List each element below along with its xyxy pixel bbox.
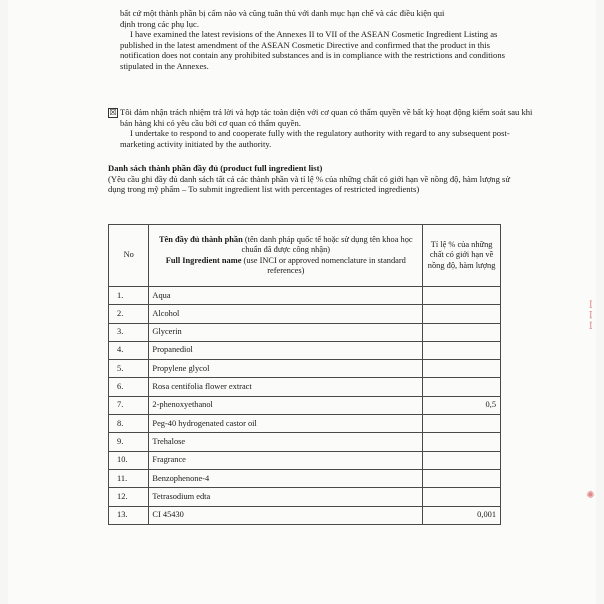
table-row <box>109 469 501 487</box>
ingredient-section-heading <box>108 163 528 195</box>
row-number: 4. <box>109 341 149 359</box>
row-number: 3. <box>109 323 149 341</box>
ingredient-name: Benzophenone-4 <box>149 469 423 487</box>
table-row <box>109 378 501 396</box>
header-name-vi-bold: Tên đầy đủ thành phần <box>158 235 243 245</box>
header-no: No <box>109 225 149 287</box>
margin-stamp-seal: ✺ <box>585 490 596 501</box>
ingredient-name: Glycerin <box>149 323 423 341</box>
ingredient-percentage <box>423 323 501 341</box>
ingredient-name: Peg-40 hydrogenated castor oil <box>149 415 423 433</box>
ingredient-percentage <box>423 451 501 469</box>
ingredient-name: Rosa centifolia flower extract <box>149 378 423 396</box>
table-row <box>109 341 501 359</box>
ingredient-percentage <box>423 488 501 506</box>
table-row <box>109 360 501 378</box>
ingredient-name: 2-phenoxyethanol <box>149 396 423 414</box>
ingredient-percentage <box>423 341 501 359</box>
row-number: 12. <box>109 488 149 506</box>
table-row <box>109 305 501 323</box>
table-row <box>109 415 501 433</box>
table-row <box>109 323 501 341</box>
ingredient-name: Trehalose <box>149 433 423 451</box>
ingredient-name: CI 45430 <box>149 506 423 524</box>
margin-stamp-mark: ꟷ ꟷ ꟷ <box>584 300 595 330</box>
table-header-row <box>109 225 501 287</box>
intro-english-paragraph: I have examined the latest revisions of the Annexes II to VII of the ASEAN Cosmetic Ingredient Listing as published in the latest amendment of the ASEAN Cosmetic Directive and confirmed that the product in this notification does not contain any prohibited substances and is in compliance with the restrictions and conditions stipulated in the Annexes. <box>120 29 505 71</box>
ingredient-name: Propanediol <box>149 341 423 359</box>
ingredient-percentage <box>423 433 501 451</box>
undertaking-english: I undertake to respond to and cooperate fully with the regulatory authority with regard to any subsequent post-marketing activity initiated by the authority. <box>120 128 510 149</box>
ingredient-name: Aqua <box>149 287 423 305</box>
row-number: 8. <box>109 415 149 433</box>
row-number: 10. <box>109 451 149 469</box>
ingredient-percentage: 0,001 <box>423 506 501 524</box>
row-number: 9. <box>109 433 149 451</box>
header-ingredient-name <box>149 225 423 287</box>
ingredient-name: Propylene glycol <box>149 360 423 378</box>
row-number: 13. <box>109 506 149 524</box>
row-number: 7. <box>109 396 149 414</box>
header-percentage: Tỉ lệ % của những chất có giới hạn về nồng độ, hàm lượng <box>423 225 501 287</box>
section-note: (Yêu cầu ghi đầy đủ danh sách tất cả các thành phần và tỉ lệ % của những chất có giới hạn về nồng độ, hàm lượng sử dụng trong mỹ phẩm – To submit ingredient list with percentages of restricted ingredients) <box>108 173 511 195</box>
ingredient-percentage: 0,5 <box>423 396 501 414</box>
section-title: Danh sách thành phần đầy đủ (product full ingredient list) <box>108 163 323 173</box>
row-number: 11. <box>109 469 149 487</box>
header-name-en-rest: (use INCI or approved nomenclature in standard references) <box>241 255 406 275</box>
undertaking-vietnamese: Tôi đảm nhận trách nhiệm trả lời và hợp tác toàn diện với cơ quan có thẩm quyền về bất kỳ hoạt động kiểm soát sau khi bán hàng khi có yêu cầu bởi cơ quan có thẩm quyền. <box>120 107 533 128</box>
table-row <box>109 396 501 414</box>
intro-line-1: bất cứ một thành phần bị cấm nào và cũng tuân thủ với danh mục hạn chế và các điều kiện qui <box>120 8 445 18</box>
ingredient-name: Tetrasodium edta <box>149 488 423 506</box>
ingredient-percentage <box>423 469 501 487</box>
undertaking-block <box>108 107 538 149</box>
table-row <box>109 488 501 506</box>
table-row <box>109 506 501 524</box>
intro-block <box>120 8 530 72</box>
ingredient-name: Alcohol <box>149 305 423 323</box>
row-number: 2. <box>109 305 149 323</box>
header-name-en-bold: Full Ingredient name <box>165 255 242 265</box>
row-number: 6. <box>109 378 149 396</box>
table-row <box>109 451 501 469</box>
ingredient-percentage <box>423 415 501 433</box>
intro-line-2: định trong các phụ lục. <box>120 18 199 29</box>
ingredient-percentage <box>423 360 501 378</box>
ingredient-percentage <box>423 287 501 305</box>
table-row <box>109 433 501 451</box>
checked-checkbox-icon: ☒ <box>109 108 117 117</box>
header-name-vi-rest: (tên danh pháp quốc tế hoặc sử dụng tên khoa học chuẩn đã được công nhận) <box>241 235 413 255</box>
document-page <box>8 0 596 604</box>
ingredient-percentage <box>423 378 501 396</box>
table-row <box>109 287 501 305</box>
row-number: 5. <box>109 360 149 378</box>
ingredient-table <box>108 224 501 525</box>
ingredient-percentage <box>423 305 501 323</box>
ingredient-name: Fragrance <box>149 451 423 469</box>
row-number: 1. <box>109 287 149 305</box>
